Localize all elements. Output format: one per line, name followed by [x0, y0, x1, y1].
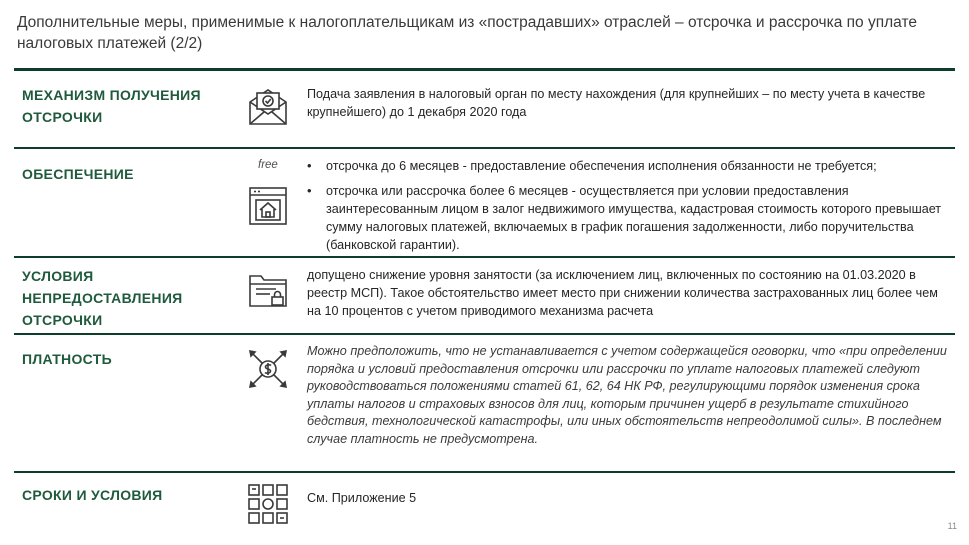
title-divider: [14, 68, 955, 71]
dollar-tools-icon: [246, 347, 290, 391]
security-bullets: [307, 157, 947, 261]
section-payment: [14, 342, 955, 462]
section-label: УСЛОВИЯ НЕПРЕДОСТАВЛЕНИЯ ОТСРОЧКИ: [22, 268, 183, 328]
section-label: ПЛАТНОСТЬ: [22, 351, 112, 367]
folder-lock-icon: [246, 268, 290, 312]
conditions-text: допущено снижение уровня занятости (за исключением лиц, включенных по состоянию на 01.03.2020 в реестр МСП). Такое обстоятельство имеет место при снижении количества застрахованных лиц более чем на 10 процентов с учетом приводимого механизма расчета: [307, 268, 938, 318]
section-divider: [14, 471, 955, 473]
mechanism-text: Подача заявления в налоговый орган по месту нахождения (для крупнейших – по месту учета в качестве крупнейшего) до 1 декабря 2020 года: [307, 87, 926, 119]
page-number: 11: [947, 521, 957, 531]
bullet-item: • отсрочка до 6 месяцев - предоставление обеспечения исполнения обязанности не требуется;: [307, 157, 947, 175]
section-divider: [14, 256, 955, 258]
property-house-icon: [246, 184, 290, 228]
section-terms: [14, 482, 955, 532]
section-label: ОБЕСПЕЧЕНИЕ: [22, 166, 134, 182]
page-title: Дополнительные меры, применимые к налогоплательщикам из «пострадавших» отраслей – отсрочка и рассрочка по уплате налоговых платежей (2/2): [17, 14, 917, 52]
free-tag: free: [258, 159, 278, 171]
section-mechanism: [14, 84, 955, 144]
section-label: СРОКИ И УСЛОВИЯ: [22, 487, 163, 503]
section-divider: [14, 333, 955, 335]
grid-layout-icon: [246, 482, 290, 526]
bullet-item: • отсрочка или рассрочка более 6 месяцев - осуществляется при условии предоставления заинтересованным лицом в залог недвижимого имущества, кадастровая стоимость которого превышает сумму налоговых платежей, включаемых в график погашения задолженности, либо поручительства (банковской гарантии).: [307, 182, 947, 254]
section-conditions: [14, 265, 955, 330]
terms-text: См. Приложение 5: [307, 491, 417, 505]
section-security: [14, 157, 955, 252]
section-divider: [14, 147, 955, 149]
section-label: МЕХАНИЗМ ПОЛУЧЕНИЯ ОТСРОЧКИ: [22, 87, 201, 125]
payment-text: Можно предположить, что не устанавливается с учетом содержащейся оговорки, что «при определении порядка и условий предоставления отсрочки или рассрочки по уплате налоговых платежей следуют руководствоваться положениями статей 61, 62, 64 НК РФ, регулирующими порядок изменения срока уплаты налогов и страховых взносов для лиц, которым причинен ущерб в результате стихийного бедствия, технологической катастрофы, или иных обстоятельств непреодолимой силы». В последнем случае платность не предусмотрена.: [307, 344, 947, 446]
envelope-check-icon: [246, 84, 290, 128]
